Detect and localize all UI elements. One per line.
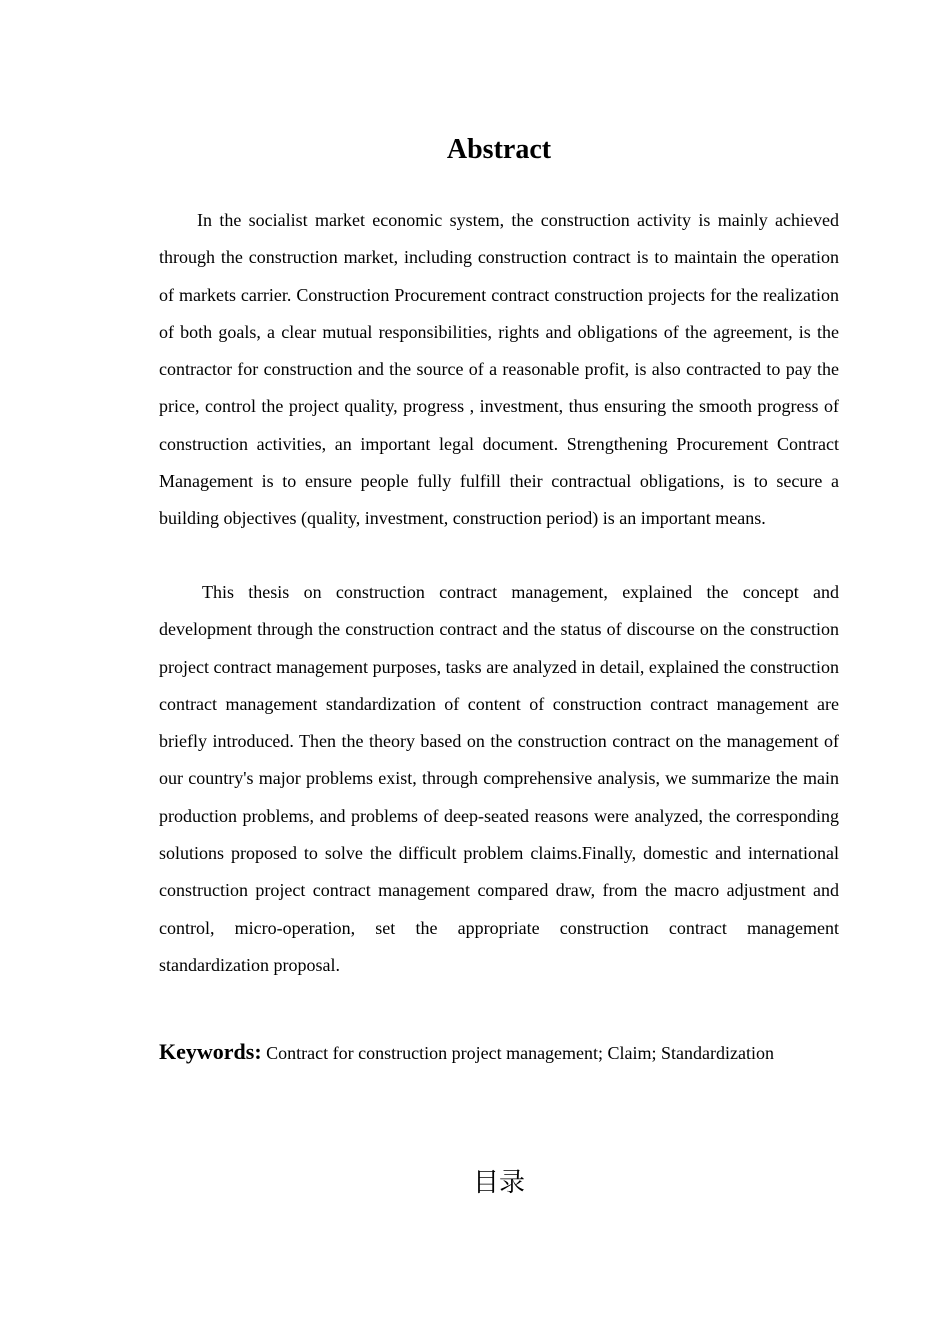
toc-title: 目录 xyxy=(472,1168,525,1198)
keywords-text: Contract for construction project management; Claim; Standardization xyxy=(261,1043,775,1063)
abstract-title: Abstract xyxy=(446,134,552,165)
abstract-paragraph-2: This thesis on construction contract management, explained the concept and development through the construction contract and the status of discourse on the construction project contract management purposes, tasks are analyzed in detail, explained the construction contract management standardization of content of construction contract management are briefly introduced. Then the theory based on the construction contract on the management of our country's major problems exist, through comprehensive analysis, we summarize the main production problems, and problems of deep-seated reasons were analyzed, the corresponding solutions proposed to solve the difficult problem claims.Finally, domestic and international construction project contract management compared draw, from the macro adjustment and control, micro-operation, set the appropriate construction contract management standardization proposal. xyxy=(159,582,839,975)
abstract-paragraph-1: In the socialist market economic system, the construction activity is mainly achieved through the construction market, including construction contract is to maintain the operation of markets carrier. Construction Procurement contract construction projects for the realization of both goals, a clear mutual responsibilities, rights and obligations of the agreement, is the contractor for construction and the source of a reasonable profit, is also contracted to pay the price, control the project quality, progress , investment, thus ensuring the smooth progress of construction activities, an important legal document. Strengthening Procurement Contract Management is to ensure people fully fulfill their contractual obligations, is to secure a building objectives (quality, investment, construction period) is an important means. xyxy=(159,210,839,529)
keywords-label: Keywords: xyxy=(159,1039,262,1064)
keywords-line xyxy=(159,1036,859,1069)
